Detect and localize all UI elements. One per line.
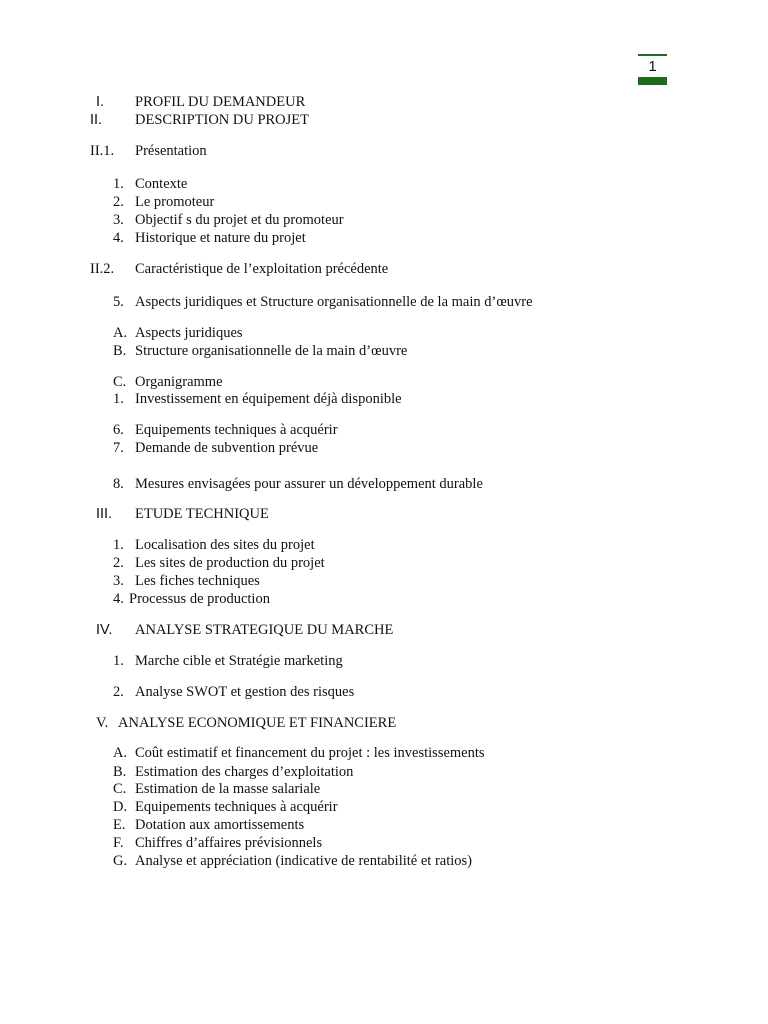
toc-text: Chiffres d’affaires prévisionnels	[135, 835, 323, 851]
toc-marker: 1.	[113, 537, 124, 553]
toc-marker: A.	[113, 745, 128, 761]
toc-text: Structure organisationnelle de la main d’œuvre	[135, 343, 408, 359]
toc-marker: F.	[113, 835, 124, 851]
toc-text: Les fiches techniques	[135, 573, 260, 589]
toc-text: DESCRIPTION DU PROJET	[135, 112, 310, 128]
toc-marker: 2.	[113, 194, 124, 210]
toc-text: Organigramme	[135, 374, 223, 390]
toc-text: Processus de production	[129, 591, 270, 607]
toc-text: Présentation	[135, 143, 207, 159]
toc-marker: B.	[113, 343, 127, 359]
toc-marker: 6.	[113, 422, 124, 438]
page-number: 1	[648, 58, 657, 75]
toc-text: Aspects juridiques et Structure organisationnelle de la main d’œuvre	[135, 294, 533, 310]
toc-text: ETUDE TECHNIQUE	[135, 506, 269, 522]
toc-text: Aspects juridiques	[135, 325, 243, 341]
toc-marker: II.	[90, 112, 103, 128]
toc-marker: E.	[113, 817, 126, 833]
toc-marker: 3.	[113, 573, 124, 589]
toc-marker: 1.	[113, 391, 124, 407]
toc-text: Analyse et appréciation (indicative de rentabilité et ratios)	[135, 853, 472, 869]
toc-text: Demande de subvention prévue	[135, 440, 319, 456]
toc-text: Equipements techniques à acquérir	[135, 422, 338, 438]
toc-text: Coût estimatif et financement du projet : les investissements	[135, 745, 485, 761]
toc-marker: I.	[96, 94, 105, 110]
toc-marker: IV.	[96, 622, 113, 638]
toc-text: Localisation des sites du projet	[135, 537, 315, 553]
toc-marker: B.	[113, 764, 127, 780]
toc-marker: III.	[96, 506, 113, 522]
toc-text: Contexte	[135, 176, 188, 192]
toc-marker: 1.	[113, 176, 124, 192]
toc-text: Marche cible et Stratégie marketing	[135, 653, 343, 669]
toc-marker: V.	[96, 715, 109, 731]
toc-text: Mesures envisagées pour assurer un développement durable	[135, 476, 483, 492]
toc-marker: 8.	[113, 476, 124, 492]
toc-text: Estimation des charges d’exploitation	[135, 764, 354, 780]
toc-marker: 5.	[113, 294, 124, 310]
toc-marker: A.	[113, 325, 128, 341]
toc-marker: 3.	[113, 212, 124, 228]
toc-marker: C.	[113, 781, 127, 797]
toc-text: Equipements techniques à acquérir	[135, 799, 338, 815]
toc-text: Le promoteur	[135, 194, 215, 210]
toc-marker: 7.	[113, 440, 124, 456]
toc-text: ANALYSE STRATEGIQUE DU MARCHE	[135, 622, 394, 638]
toc-text: Historique et nature du projet	[135, 230, 306, 246]
toc-marker: D.	[113, 799, 128, 815]
toc-text: Caractéristique de l’exploitation précédente	[135, 261, 389, 277]
page-number-bar	[638, 77, 667, 85]
toc-marker: C.	[113, 374, 127, 390]
toc-marker: 1.	[113, 653, 124, 669]
toc-marker: II.1.	[90, 143, 115, 159]
toc-text: ANALYSE ECONOMIQUE ET FINANCIERE	[118, 715, 397, 731]
toc-text: PROFIL DU DEMANDEUR	[135, 94, 306, 110]
toc-text: Analyse SWOT et gestion des risques	[135, 684, 355, 700]
toc-text: Objectif s du projet et du promoteur	[135, 212, 344, 228]
toc-marker: 2.	[113, 555, 124, 571]
toc-marker: G.	[113, 853, 128, 869]
page-number-box	[638, 54, 667, 85]
toc-text: Estimation de la masse salariale	[135, 781, 321, 797]
toc-text: Investissement en équipement déjà disponible	[135, 391, 402, 407]
toc-marker: 4.	[113, 591, 124, 607]
toc-text: Dotation aux amortissements	[135, 817, 305, 833]
toc-marker: 4.	[113, 230, 124, 246]
toc-marker: 2.	[113, 684, 124, 700]
toc-text: Les sites de production du projet	[135, 555, 325, 571]
toc-marker: II.2.	[90, 261, 115, 277]
